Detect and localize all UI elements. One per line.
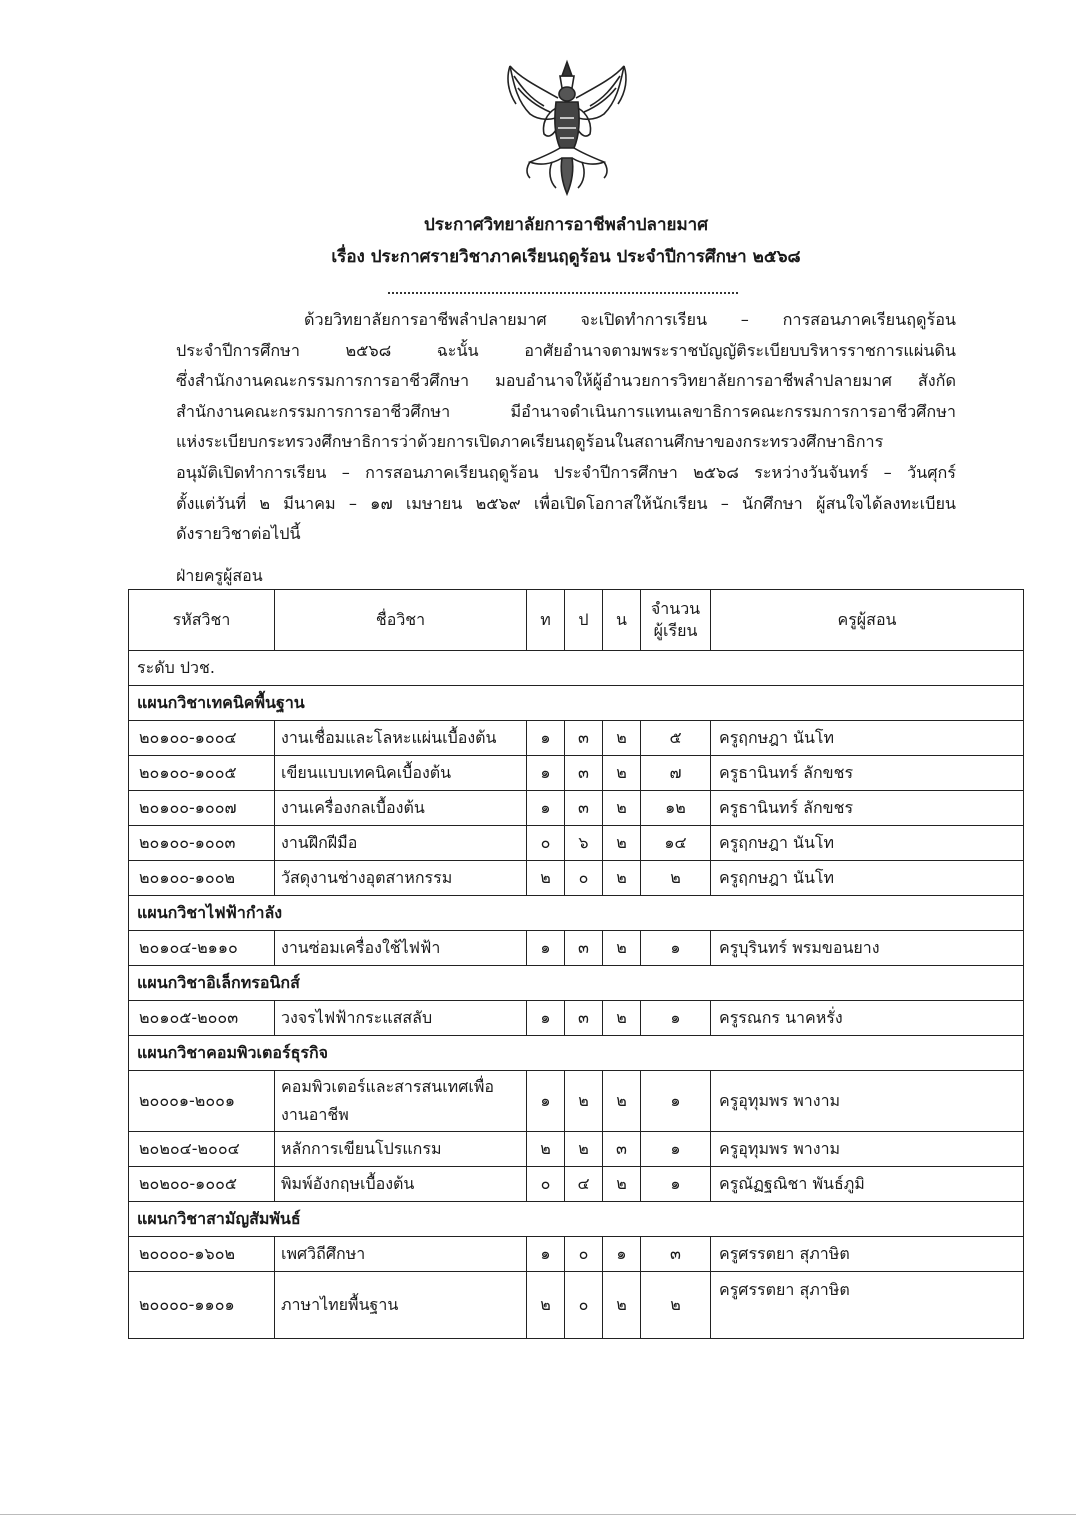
course-code: ๒๐๑๐๐-๑๐๐๕ (129, 756, 275, 791)
course-name: เพศวิถีศึกษา (275, 1237, 527, 1272)
theory-hours: ๒ (527, 1272, 565, 1339)
table-row (129, 791, 1024, 826)
course-code: ๒๐๐๐๑-๒๐๐๑ (129, 1071, 275, 1132)
credits: ๒ (603, 721, 641, 756)
student-count: ๒ (641, 861, 711, 896)
theory-hours: ๐ (527, 1167, 565, 1202)
body-line: ดังรายวิชาต่อไปนี้ (176, 524, 301, 544)
course-name: งานซ่อมเครื่องใช้ไฟฟ้า (275, 931, 527, 966)
student-count: ๑ (641, 1001, 711, 1036)
header-name: ชื่อวิชา (275, 590, 527, 651)
credits: ๒ (603, 1001, 641, 1036)
theory-hours: ๒ (527, 1132, 565, 1167)
course-name: หลักการเขียนโปรแกรม (275, 1132, 527, 1167)
theory-hours: ๑ (527, 756, 565, 791)
credits: ๒ (603, 1071, 641, 1132)
teacher-name: ครูฤกษฎา นันโท (711, 861, 1024, 896)
student-count: ๑ (641, 1071, 711, 1132)
teacher-name: ครูธานินทร์ ลักขชร (711, 791, 1024, 826)
table-row (129, 721, 1024, 756)
teacher-name: ครูศรรตยา สุภาษิต (711, 1237, 1024, 1272)
practice-hours: ๖ (565, 826, 603, 861)
practice-hours: ๓ (565, 756, 603, 791)
department-row (129, 966, 1024, 1001)
department-name: แผนกวิชาคอมพิวเตอร์ธุรกิจ (129, 1036, 1024, 1071)
practice-hours: ๓ (565, 721, 603, 756)
header-code: รหัสวิชา (129, 590, 275, 651)
department-name: แผนกวิชาไฟฟ้ากำลัง (129, 896, 1024, 931)
theory-hours: ๐ (527, 826, 565, 861)
theory-hours: ๑ (527, 721, 565, 756)
credits: ๒ (603, 931, 641, 966)
theory-hours: ๒ (527, 861, 565, 896)
body-line: ตั้งแต่วันที่ ๒ มีนาคม – ๑๗ เมษายน ๒๕๖๙ เพื่อเปิดโอกาสให้นักเรียน – นักศึกษา ผู้สนใจได้ลงทะเบียน (176, 493, 956, 513)
practice-hours: ๐ (565, 861, 603, 896)
department-name: แผนกวิชาเทคนิคพื้นฐาน (129, 686, 1024, 721)
practice-hours: ๒ (565, 1071, 603, 1132)
theory-hours: ๑ (527, 1001, 565, 1036)
student-count: ๕ (641, 721, 711, 756)
department-row (129, 896, 1024, 931)
course-code: ๒๐๑๐๐-๑๐๐๒ (129, 861, 275, 896)
body-line: ด้วยวิทยาลัยการอาชีพลำปลายมาศ จะเปิดทำการเรียน – การสอนภาคเรียนฤดูร้อน (304, 310, 956, 329)
page-bottom-edge (0, 1514, 1076, 1515)
table-row (129, 861, 1024, 896)
credits: ๓ (603, 1132, 641, 1167)
credits: ๒ (603, 826, 641, 861)
credits: ๒ (603, 756, 641, 791)
table-row (129, 826, 1024, 861)
student-count: ๗ (641, 756, 711, 791)
practice-hours: ๔ (565, 1167, 603, 1202)
course-code: ๒๐๑๐๐-๑๐๐๗ (129, 791, 275, 826)
course-name: คอมพิวเตอร์และสารสนเทศเพื่องานอาชีพ (275, 1071, 527, 1132)
theory-hours: ๑ (527, 1071, 565, 1132)
teacher-name: ครูบุรินทร์ พรมขอนยาง (711, 931, 1024, 966)
student-count: ๒ (641, 1272, 711, 1339)
table-row (129, 1132, 1024, 1167)
course-code: ๒๐๑๐๐-๑๐๐๓ (129, 826, 275, 861)
announcement-body (176, 305, 956, 550)
announcement-subject: เรื่อง ประกาศรายวิชาภาคเรียนฤดูร้อน ประจำปีการศึกษา ๒๕๖๘ (331, 247, 801, 267)
body-line: อนุมัติเปิดทำการเรียน – การสอนภาคเรียนฤดูร้อน ประจำปีการศึกษา ๒๕๖๘ ระหว่างวันจันทร์ – วันศุกร์ (176, 462, 956, 482)
course-code: ๒๐๑๐๕-๒๐๐๓ (129, 1001, 275, 1036)
header-count-line1: จำนวน (650, 599, 701, 618)
department-name: แผนกวิชาอิเล็กทรอนิกส์ (129, 966, 1024, 1001)
department-row (129, 686, 1024, 721)
course-name: งานฝึกฝีมือ (275, 826, 527, 861)
student-count: ๑ (641, 1132, 711, 1167)
practice-hours: ๓ (565, 791, 603, 826)
teacher-name: ครูฤกษฎา นันโท (711, 721, 1024, 756)
teacher-name: ครูศรรตยา สุภาษิต (711, 1272, 1024, 1339)
course-name: งานเชื่อมและโลหะแผ่นเบื้องต้น (275, 721, 527, 756)
teacher-name: ครูณัฏฐณิชา พันธ์ภูมิ (711, 1167, 1024, 1202)
student-count: ๑๔ (641, 826, 711, 861)
practice-hours: ๓ (565, 1001, 603, 1036)
practice-hours: ๐ (565, 1237, 603, 1272)
level-label: ระดับ ปวช. (129, 651, 1024, 686)
credits: ๑ (603, 1237, 641, 1272)
table-row (129, 1167, 1024, 1202)
header-count (641, 590, 711, 651)
table-row (129, 756, 1024, 791)
course-code: ๒๐๒๐๐-๑๐๐๕ (129, 1167, 275, 1202)
teacher-name: ครูฤกษฎา นันโท (711, 826, 1024, 861)
student-count: ๑ (641, 1167, 711, 1202)
table-row (129, 1071, 1024, 1132)
department-name: แผนกวิชาสามัญสัมพันธ์ (129, 1202, 1024, 1237)
student-count: ๑ (641, 931, 711, 966)
practice-hours: ๐ (565, 1272, 603, 1339)
course-code: ๒๐๐๐๐-๑๑๐๑ (129, 1272, 275, 1339)
table-row (129, 1237, 1024, 1272)
table-header-row (129, 590, 1024, 651)
credits: ๒ (603, 1167, 641, 1202)
body-line: สำนักงานคณะกรรมการการอาชีวศึกษา มีอำนาจดำเนินการแทนเลขาธิการคณะกรรมการการอาชีวศึกษา (176, 401, 956, 421)
table-row (129, 1001, 1024, 1036)
practice-hours: ๒ (565, 1132, 603, 1167)
course-table (128, 589, 1024, 1339)
course-code: ๒๐๒๐๔-๒๐๐๔ (129, 1132, 275, 1167)
course-name: วงจรไฟฟ้ากระแสสลับ (275, 1001, 527, 1036)
teacher-name: ครูอุทุมพร พางาม (711, 1132, 1024, 1167)
theory-hours: ๑ (527, 931, 565, 966)
staff-section-label: ฝ่ายครูผู้สอน (176, 566, 263, 585)
body-line: ประจำปีการศึกษา ๒๕๖๘ ฉะนั้น อาศัยอำนาจตามพระราชบัญญัติระเบียบบริหารราชการแผ่นดิน (176, 340, 956, 360)
course-name: งานเครื่องกลเบื้องต้น (275, 791, 527, 826)
department-row (129, 1036, 1024, 1071)
body-line: ซึ่งสำนักงานคณะกรรมการการอาชีวศึกษา มอบอำนาจให้ผู้อำนวยการวิทยาลัยการอาชีพลำปลายมาศ สังกัด (176, 371, 956, 391)
theory-hours: ๑ (527, 791, 565, 826)
teacher-name: ครูธานินทร์ ลักขชร (711, 756, 1024, 791)
department-row (129, 1202, 1024, 1237)
announcement-title: ประกาศวิทยาลัยการอาชีพลำปลายมาศ (423, 215, 708, 235)
garuda-emblem-icon (500, 58, 635, 198)
student-count: ๑๒ (641, 791, 711, 826)
table-row (129, 1272, 1024, 1339)
teacher-name: ครูรณกร นาคหรั่ง (711, 1001, 1024, 1036)
course-name: ภาษาไทยพื้นฐาน (275, 1272, 527, 1339)
course-code: ๒๐๑๐๐-๑๐๐๔ (129, 721, 275, 756)
course-code: ๒๐๐๐๐-๑๖๐๒ (129, 1237, 275, 1272)
credits: ๒ (603, 791, 641, 826)
level-row (129, 651, 1024, 686)
course-name: พิมพ์อังกฤษเบื้องต้น (275, 1167, 527, 1202)
header-teacher: ครูผู้สอน (711, 590, 1024, 651)
theory-hours: ๑ (527, 1237, 565, 1272)
teacher-name: ครูอุทุมพร พางาม (711, 1071, 1024, 1132)
student-count: ๓ (641, 1237, 711, 1272)
practice-hours: ๓ (565, 931, 603, 966)
header-theory: ท (527, 590, 565, 651)
body-line: แห่งระเบียบกระทรวงศึกษาธิการว่าด้วยการเปิดภาคเรียนฤดูร้อนในสถานศึกษาของกระทรวงศึกษาธิการ (176, 432, 884, 452)
course-name: เขียนแบบเทคนิคเบื้องต้น (275, 756, 527, 791)
title-separator (388, 292, 738, 294)
header-credit: น (603, 590, 641, 651)
header-practice: ป (565, 590, 603, 651)
course-code: ๒๐๑๐๔-๒๑๑๐ (129, 931, 275, 966)
table-row (129, 931, 1024, 966)
course-name: วัสดุงานช่างอุตสาหกรรม (275, 861, 527, 896)
header-count-line2: ผู้เรียน (653, 621, 698, 640)
credits: ๒ (603, 1272, 641, 1339)
credits: ๒ (603, 861, 641, 896)
